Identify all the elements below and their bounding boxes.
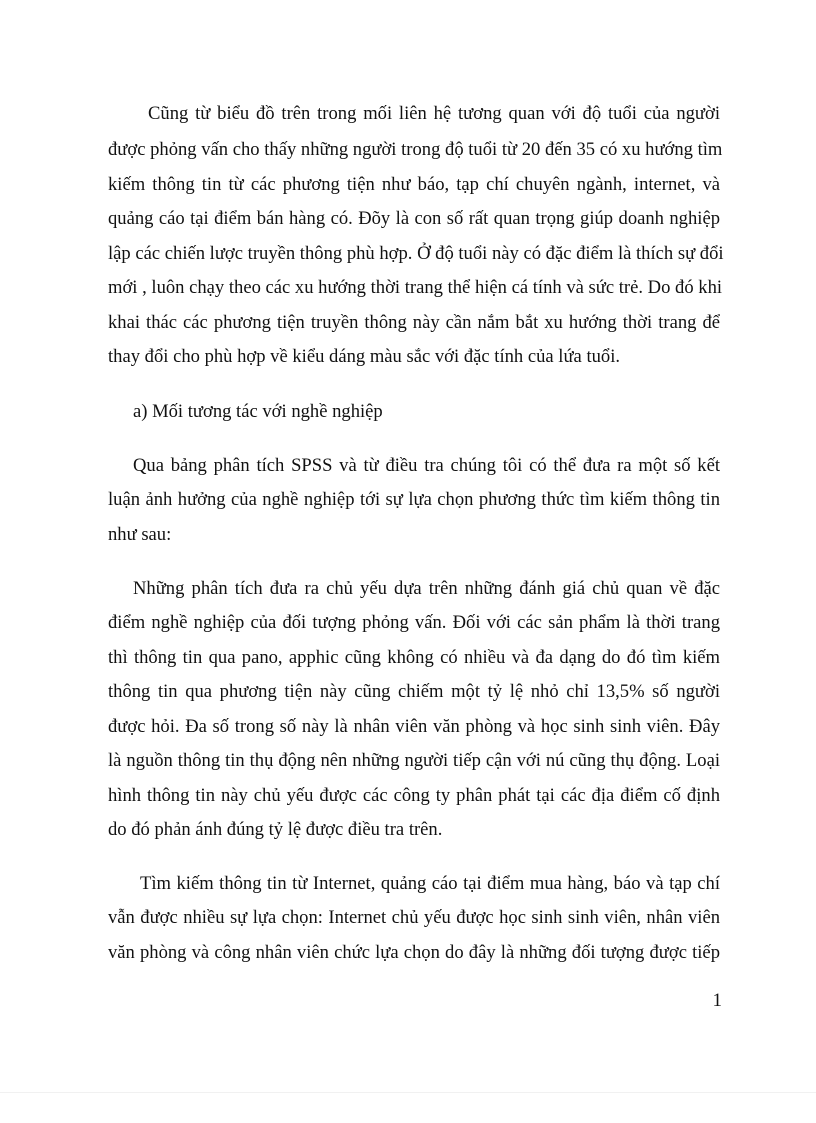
paragraph-line: lập các chiến lược truyền thông phù hợp. Ở độ tuổi này có đặc điểm là thích sự đổi	[108, 243, 724, 264]
paragraph-line: vẫn được nhiều sự lựa chọn: Internet chủ yếu được học sinh sinh viên, nhân viên	[108, 907, 720, 928]
paragraph-line: thay đổi cho phù hợp về kiểu dáng màu sắc với đặc tính của lứa tuổi.	[108, 346, 621, 367]
paragraph-line: mới , luôn chạy theo các xu hướng thời trang thể hiện cá tính và sức trẻ. Do đó khi	[108, 277, 723, 298]
paragraph-line: được phỏng vấn cho thấy những người trong độ tuổi từ 20 đến 35 có xu hướng tìm	[108, 139, 723, 160]
paragraph-line: như sau:	[108, 524, 172, 545]
paragraph-line: Qua bảng phân tích SPSS và từ điều tra chúng tôi có thể đưa ra một số kết	[133, 455, 720, 476]
section-heading: a) Mối tương tác với nghề nghiệp	[133, 401, 383, 422]
paragraph-line: thông tin qua phương tiện này cũng chiếm một tỷ lệ nhỏ chỉ 13,5% số người	[108, 681, 720, 702]
paragraph-line: hình thông tin này chủ yếu được các công ty phân phát tại các địa điểm cố định	[108, 785, 720, 806]
paragraph-line: Những phân tích đưa ra chủ yếu dựa trên những đánh giá chủ quan về đặc	[133, 578, 720, 599]
paragraph-line: quảng cáo tại điểm bán hàng có. Đõy là con số rất quan trọng giúp doanh nghiệp	[108, 208, 720, 229]
paragraph-line: điểm nghề nghiệp của đối tượng phỏng vấn. Đối với các sản phẩm là thời trang	[108, 612, 720, 633]
paragraph-line: do đó phản ánh đúng tỷ lệ được điều tra trên.	[108, 819, 443, 840]
paragraph-line: thì thông tin qua pano, apphic cũng không có nhiều và đa dạng do đó tìm kiếm	[108, 647, 720, 668]
page-number: 1	[712, 990, 722, 1011]
paragraph-line: luận ảnh hưởng của nghề nghiệp tới sự lựa chọn phương thức tìm kiếm thông tin	[108, 489, 720, 510]
paragraph-line: được hỏi. Đa số trong số này là nhân viên văn phòng và học sinh sinh viên. Đây	[108, 716, 720, 737]
paragraph-line: Cũng từ biểu đồ trên trong mối liên hệ tương quan với độ tuổi của người	[148, 103, 720, 124]
paragraph-line: văn phòng và công nhân viên chức lựa chọn do đây là những đối tượng được tiếp	[108, 942, 720, 963]
page-bottom-divider	[0, 1092, 816, 1093]
paragraph-line: khai thác các phương tiện truyền thông này cần nắm bắt xu hướng thời trang để	[108, 312, 720, 333]
paragraph-line: kiếm thông tin từ các phương tiện như báo, tạp chí chuyên ngành, internet, và	[108, 174, 720, 195]
paragraph-line: Tìm kiếm thông tin từ Internet, quảng cáo tại điểm mua hàng, báo và tạp chí	[140, 873, 720, 894]
paragraph-line: là nguồn thông tin thụ động nên những người tiếp cận với nú cũng thụ động. Loại	[108, 750, 720, 771]
